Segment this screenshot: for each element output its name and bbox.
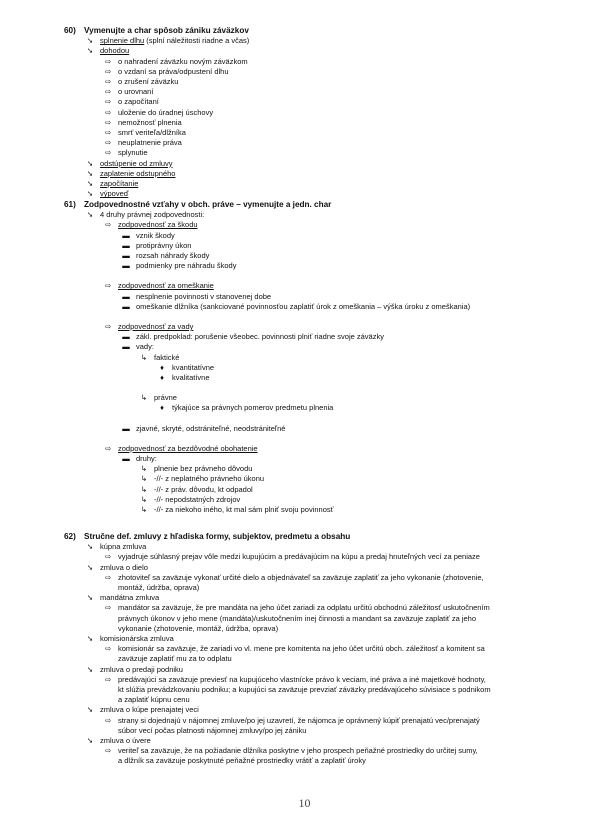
list-item: ▬ podmienky pre náhradu škody	[64, 261, 564, 271]
list-item: ⇨ strany si dojednajú v nájomnej zmluve/po jej uzavretí, že nájomca je oprávnený kúpiť prenajatú vec/prenajatý	[64, 716, 564, 726]
list-item: ⇨ zodpovednosť za škodu	[64, 220, 564, 230]
list-item: ⇨ zodpovednosť za omeškanie	[64, 281, 564, 291]
list-item-continuation: súbor vecí počas platnosti nájomnej zmluvy/po jej zániku	[118, 725, 307, 735]
question-title: Vymenujte a char spôsob zániku záväzkov	[84, 26, 249, 35]
list-item: ⇨ o zrušení záväzku	[64, 77, 564, 87]
list-item: ▬ zákl. predpoklad: porušenie všeobec. povinnosti plniť riadne svoje záväzky	[64, 332, 564, 342]
list-item: ➘ zmluva o dielo	[64, 563, 564, 573]
diamond-bullet-icon: ♦	[160, 373, 164, 383]
return-arrow-bullet-icon: ↳	[140, 494, 148, 504]
list-item: ⇨ o započítaní	[64, 97, 564, 107]
list-item: ➘ odstúpenie od zmluvy	[64, 159, 564, 169]
list-item: ↳ -//- z práv. dôvodu, kt odpadol	[64, 485, 564, 495]
dash-bullet-icon: ▬	[122, 332, 130, 342]
list-item: ⇨ komisionár sa zaväzuje, že zariadi vo vl. mene pre komitenta na jeho účet určitú obch. záležitosť a komitent sa	[64, 644, 564, 654]
hollow-arrow-bullet-icon: ⇨	[104, 322, 112, 332]
list-item: ➘ 4 druhy právnej zodpovednosti:	[64, 210, 564, 220]
list-item: ➘ započítanie	[64, 179, 564, 189]
list-item: ➘ zmluva o predaji podniku	[64, 665, 564, 675]
list-item: ⇨ o urovnaní	[64, 87, 564, 97]
hollow-arrow-bullet-icon: ⇨	[104, 77, 112, 87]
arrow-bullet-icon: ➘	[86, 705, 94, 715]
question-heading: 60) Vymenujte a char spôsob zániku záväzkov	[64, 26, 249, 35]
list-item: ♦ kvalitatívne	[64, 373, 564, 383]
arrow-bullet-icon: ➘	[86, 664, 94, 674]
list-item: ➘ komisionárska zmluva	[64, 634, 564, 644]
question-title: Stručne def. zmluvy z hľadiska formy, subjektov, predmetu a obsahu	[84, 532, 351, 541]
dash-bullet-icon: ▬	[122, 261, 130, 271]
list-item-continuation: kt slúžia prevádzkovaniu podniku; a kupujúci sa zaväzuje prevziať záväzky predávajúceho súvisiace s podnikom	[118, 685, 491, 695]
arrow-bullet-icon: ➘	[86, 36, 94, 46]
diamond-bullet-icon: ♦	[160, 362, 164, 372]
hollow-arrow-bullet-icon: ⇨	[104, 552, 112, 562]
question-title: Zodpovednostné vzťahy v obch. práve – vymenujte a jedn. char	[84, 200, 332, 209]
dash-bullet-icon: ▬	[122, 342, 130, 352]
question-62	[64, 532, 564, 767]
list-item: ⇨ uloženie do úradnej úschovy	[64, 108, 564, 118]
return-arrow-bullet-icon: ↳	[140, 393, 148, 403]
dash-bullet-icon: ▬	[122, 251, 130, 261]
dash-bullet-icon: ▬	[122, 230, 130, 240]
list-item-continuation: právnych úkonov v jeho mene (mandáta)/uskutočnením inej činnosti a mandant sa zaväzuje zaplatiť za jeho	[118, 613, 477, 623]
question-61	[64, 200, 564, 515]
arrow-bullet-icon: ➘	[86, 542, 94, 552]
hollow-arrow-bullet-icon: ⇨	[104, 97, 112, 107]
hollow-arrow-bullet-icon: ⇨	[104, 56, 112, 66]
arrow-bullet-icon: ➘	[86, 168, 94, 178]
page-number: 10	[298, 796, 311, 810]
arrow-bullet-icon: ➘	[86, 210, 94, 220]
hollow-arrow-bullet-icon: ⇨	[104, 117, 112, 127]
list-item: ♦ týkajúce sa právnych pomerov predmetu plnenia	[64, 403, 564, 413]
hollow-arrow-bullet-icon: ⇨	[104, 674, 112, 684]
hollow-arrow-bullet-icon: ⇨	[104, 746, 112, 756]
return-arrow-bullet-icon: ↳	[140, 464, 148, 474]
return-arrow-bullet-icon: ↳	[140, 484, 148, 494]
question-heading: 61) Zodpovednostné vzťahy v obch. práve – vymenujte a jedn. char	[64, 200, 332, 209]
arrow-bullet-icon: ➘	[86, 189, 94, 199]
hollow-arrow-bullet-icon: ⇨	[104, 281, 112, 291]
list-item: ▬ protiprávny úkon	[64, 241, 564, 251]
hollow-arrow-bullet-icon: ⇨	[104, 138, 112, 148]
list-item: ⇨ vyjadruje súhlasný prejav vôle medzi kupujúcim a predávajúcim na kúpu a predaj hnuteľných vecí za peniaze	[64, 552, 564, 562]
question-60	[64, 26, 564, 199]
return-arrow-bullet-icon: ↳	[140, 505, 148, 515]
hollow-arrow-bullet-icon: ⇨	[104, 148, 112, 158]
list-item: ↳ plnenie bez právneho dôvodu	[64, 464, 564, 474]
list-item: ♦ kvantitatívne	[64, 363, 564, 373]
hollow-arrow-bullet-icon: ⇨	[104, 443, 112, 453]
hollow-arrow-bullet-icon: ⇨	[104, 220, 112, 230]
return-arrow-bullet-icon: ↳	[140, 474, 148, 484]
list-item: ▬ omeškanie dlžníka (sankciované povinnosťou zaplatiť úrok z omeškania – výška úroku z omeškania)	[64, 302, 564, 312]
list-item: ⇨ o nahradení záväzku novým záväzkom	[64, 57, 564, 67]
arrow-bullet-icon: ➘	[86, 736, 94, 746]
list-item: ⇨ smrť veriteľa/dlžníka	[64, 128, 564, 138]
list-item: ▬ vady:	[64, 342, 564, 352]
dash-bullet-icon: ▬	[122, 423, 130, 433]
dash-bullet-icon: ▬	[122, 301, 130, 311]
list-item: ▬ druhy:	[64, 454, 564, 464]
list-item: ⇨ splynutie	[64, 148, 564, 158]
list-item: ➘ kúpna zmluva	[64, 542, 564, 552]
dash-bullet-icon: ▬	[122, 454, 130, 464]
list-item: ➘ splnenie dlhu (splní náležitosti riadne a včas)	[64, 36, 564, 46]
hollow-arrow-bullet-icon: ⇨	[104, 107, 112, 117]
list-item: ⇨ zodpovednosť za bezdôvodné obohatenie	[64, 444, 564, 454]
arrow-bullet-icon: ➘	[86, 593, 94, 603]
list-item: ➘ dohodou	[64, 46, 564, 56]
dash-bullet-icon: ▬	[122, 291, 130, 301]
list-item: ⇨ zhotoviteľ sa zaväzuje vykonať určité dielo a objednávateľ sa zaväzuje zaplatiť za jeho vykonanie (zhotovenie,	[64, 573, 564, 583]
list-item-continuation: vykonanie (zhotovenie, montáž, údržba, oprava)	[118, 623, 279, 633]
hollow-arrow-bullet-icon: ⇨	[104, 603, 112, 613]
list-item: ➘ zaplatenie odstupného	[64, 169, 564, 179]
return-arrow-bullet-icon: ↳	[140, 352, 148, 362]
list-item: ⇨ o vzdaní sa práva/odpustení dlhu	[64, 67, 564, 77]
arrow-bullet-icon: ➘	[86, 46, 94, 56]
list-item: ⇨ mandátor sa zaväzuje, že pre mandáta na jeho účet zariadi za odplatu určitú obchodnú záležitosť uskutočnením	[64, 603, 564, 613]
list-item-continuation: montáž, údržba, oprava)	[118, 583, 200, 593]
list-item: ➘ zmluva o kúpe prenajatej veci	[64, 705, 564, 715]
list-item: ⇨ nemožnosť plnenia	[64, 118, 564, 128]
hollow-arrow-bullet-icon: ⇨	[104, 87, 112, 97]
list-item: ↳ faktické	[64, 353, 564, 363]
list-item: ⇨ veriteľ sa zaväzuje, že na požiadanie dlžníka poskytne v jeho prospech peňažné prostriedky do určitej sumy,	[64, 746, 564, 756]
list-item: ➘ výpoveď	[64, 189, 564, 199]
arrow-bullet-icon: ➘	[86, 158, 94, 168]
list-item: ⇨ neuplatnenie práva	[64, 138, 564, 148]
hollow-arrow-bullet-icon: ⇨	[104, 715, 112, 725]
list-item: ↳ -//- z neplatného právneho úkonu	[64, 474, 564, 484]
hollow-arrow-bullet-icon: ⇨	[104, 572, 112, 582]
list-item: ↳ -//- nepodstatných zdrojov	[64, 495, 564, 505]
list-item-continuation: a zaplatiť kúpnu cenu	[118, 695, 190, 705]
list-item: ➘ zmluva o úvere	[64, 736, 564, 746]
hollow-arrow-bullet-icon: ⇨	[104, 128, 112, 138]
list-item: ▬ vznik škody	[64, 231, 564, 241]
list-item: ↳ -//- za niekoho iného, kt mal sám plniť svoju povinnosť	[64, 505, 564, 515]
arrow-bullet-icon: ➘	[86, 179, 94, 189]
list-item: ⇨ predávajúci sa zaväzuje previesť na kupujúceho vlastnícke právo k veciam, iné práva a iné majetkové hodnoty,	[64, 675, 564, 685]
list-item: ➘ mandátna zmluva	[64, 593, 564, 603]
list-item: ↳ právne	[64, 393, 564, 403]
list-item: ⇨ zodpovednosť za vady	[64, 322, 564, 332]
diamond-bullet-icon: ♦	[160, 403, 164, 413]
arrow-bullet-icon: ➘	[86, 634, 94, 644]
list-item-continuation: zaväzuje zaplatiť mu za to odplatu	[118, 654, 232, 664]
hollow-arrow-bullet-icon: ⇨	[104, 644, 112, 654]
list-item: ▬ rozsah náhrady škody	[64, 251, 564, 261]
dash-bullet-icon: ▬	[122, 240, 130, 250]
question-heading: 62) Stručne def. zmluvy z hľadiska formy, subjektov, predmetu a obsahu	[64, 532, 351, 541]
list-item: ▬ zjavné, skryté, odstrániteľné, neodstrániteľné	[64, 424, 564, 434]
arrow-bullet-icon: ➘	[86, 562, 94, 572]
list-item: ▬ nesplnenie povinnosti v stanovenej dobe	[64, 292, 564, 302]
hollow-arrow-bullet-icon: ⇨	[104, 66, 112, 76]
list-item-continuation: a dlžník sa zaväzuje poskytnuté peňažné prostriedky vrátiť a zaplatiť úroky	[118, 756, 366, 766]
